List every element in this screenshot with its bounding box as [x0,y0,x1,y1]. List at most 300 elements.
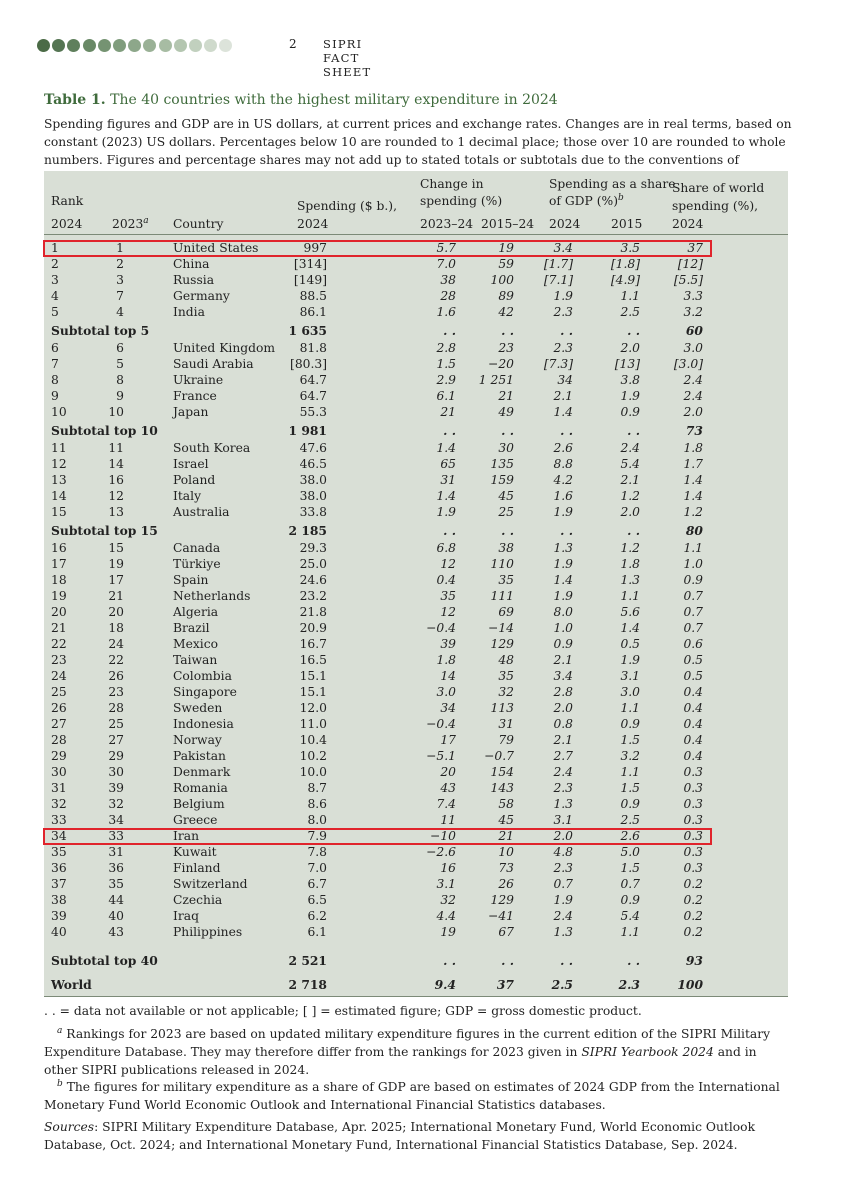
country-cell: Sweden [173,701,223,715]
country-cell: Saudi Arabia [173,357,254,371]
change-2015-24-cell: 31 [498,717,514,731]
row-label: Subtotal top 40 [51,953,158,968]
gdp-share-2015-cell: 0.9 [620,893,640,907]
table-label: Table 1. [44,92,106,108]
country-cell: South Korea [173,441,251,455]
decorative-dot [204,39,217,52]
change-2023-24-cell: 21 [440,405,456,419]
change-2023-24-cell: 1.5 [436,357,456,371]
subtotal-row [44,523,788,538]
rank-2023-cell: 11 [108,441,124,455]
gdp-share-2015-cell: . . [627,953,640,968]
change-2023-24-cell: 3.0 [436,685,456,699]
change-2023-24-cell: −0.4 [426,717,456,731]
gdp-share-2024-cell: 2.4 [553,765,573,779]
rank-2023-cell: 40 [108,909,124,923]
gdp-share-2015-cell: 1.1 [620,589,640,603]
spending-cell: 8.0 [307,813,327,827]
gdp-share-2024-cell: 3.1 [553,813,573,827]
table-row [44,749,788,764]
world-share-cell: 2.0 [683,405,703,419]
gdp-2024-header: 2024 [549,217,581,231]
change-2023-24-cell: 39 [440,637,456,651]
spending-cell: 1 635 [288,323,327,338]
row-label: Subtotal top 5 [51,323,150,338]
change-2015-24-cell: 32 [498,685,514,699]
gdp-header-line1: Spending as a share [549,177,676,191]
gdp-share-2024-cell: 2.3 [553,305,573,319]
rank-2024-cell: 37 [51,877,67,891]
footnote-b: $^b$ The figures for military expenditure as a share of GDP are based on estimates of 2024 GDP from the International Monetary Fund World Economic Outlook and International Financial Statistics databases. [44,1078,780,1112]
world-share-cell: [3.0] [673,357,703,371]
change-2023-24-cell: −2.6 [426,845,456,859]
world-share-cell: 0.4 [683,685,703,699]
rank-2023-cell: 31 [108,845,124,859]
gdp-share-2024-cell: 0.7 [553,877,573,891]
spending-cell: 46.5 [299,457,327,471]
gdp-share-2024-cell: 34 [557,373,573,387]
spending-cell: 24.6 [299,573,327,587]
gdp-share-2015-cell: 2.4 [620,441,640,455]
country-cell: Japan [173,405,209,419]
change-2015-24-cell: . . [501,523,514,538]
change-2015-24-cell: 26 [498,877,514,891]
table-row [44,781,788,796]
decorative-dot [52,39,65,52]
world-row [44,977,788,992]
change-2023-24-cell: 2.9 [436,373,456,387]
change-2015-24-cell: 10 [498,845,514,859]
table-intro: Spending figures and GDP are in US dollars, at current prices and exchange rates. Changes are in real terms, based on constant (2023) US dollars. Percentages below 10 are rounded to 1 decimal place; those over 10 are rounded to whole numbers. Figures and percentage shares may not add up to stated totals or subtotals due to the conventions of [44,117,792,167]
spending-cell: 6.2 [307,909,327,923]
gdp-share-2024-cell: 2.1 [553,733,573,747]
gdp-share-2024-cell: 8.8 [553,457,573,471]
spending-cell: 11.0 [299,717,327,731]
change-2015-24-cell: 45 [498,813,514,827]
change-2023-24-cell: 0.4 [436,573,456,587]
table-row [44,273,788,288]
spending-cell: 8.7 [307,781,327,795]
table-row [44,357,788,372]
change-2023-24-cell: . . [443,523,456,538]
world-share-cell: 0.3 [683,781,703,795]
footer-rule [44,996,788,997]
table-row [44,557,788,572]
change-2023-24-cell: . . [443,953,456,968]
rank-2024-cell: 35 [51,845,67,859]
country-cell: Mexico [173,637,219,651]
table-row [44,289,788,304]
world-share-cell: 3.0 [683,341,703,355]
change-2015-24-cell: 100 [490,273,514,287]
rank-2024-cell: 21 [51,621,67,635]
world-share-header-line3: 2024 [672,217,704,231]
change-2015-24-cell: 35 [498,669,514,683]
gdp-share-2024-cell: 0.8 [553,717,573,731]
rank-2023-cell: 25 [108,717,124,731]
gdp-share-2024-cell: 3.4 [553,669,573,683]
change-2015-24-cell: 154 [490,765,514,779]
spending-cell: 6.5 [307,893,327,907]
table-row [44,765,788,780]
world-share-cell: 60 [685,323,703,338]
change-2023-24-cell: 1.9 [436,505,456,519]
gdp-share-2024-cell: 1.4 [553,573,573,587]
spending-cell: 10.2 [299,749,327,763]
country-cell: Algeria [173,605,219,619]
gdp-share-2015-cell: 2.5 [620,305,640,319]
gdp-share-2015-cell: . . [627,523,640,538]
change-2015-24-cell: 48 [498,653,514,667]
rank-2024-cell: 20 [51,605,67,619]
rank-2023-cell: 15 [108,541,124,555]
world-share-cell: 0.3 [683,829,703,843]
world-share-cell: 0.7 [683,589,703,603]
country-cell: Israel [173,457,209,471]
spending-cell: 12.0 [299,701,327,715]
spending-cell: 7.9 [307,829,327,843]
change-2023-24-cell: 1.8 [436,653,456,667]
gdp-2015-header: 2015 [611,217,643,231]
gdp-share-2015-cell: 5.6 [620,605,640,619]
gdp-share-2015-cell: 2.6 [620,829,640,843]
gdp-share-2015-cell: 2.0 [620,505,640,519]
gdp-share-2015-cell: 2.5 [620,813,640,827]
header-rule [44,234,788,235]
gdp-share-2015-cell: 1.1 [620,289,640,303]
spending-cell: 29.3 [299,541,327,555]
table-row [44,489,788,504]
gdp-share-2024-cell: 2.6 [553,441,573,455]
rank-2024-cell: 38 [51,893,67,907]
change-2015-24-cell: 159 [490,473,514,487]
world-share-cell: 0.7 [683,621,703,635]
gdp-share-2024-cell: 0.9 [553,637,573,651]
change-2015-24-cell: 38 [498,541,514,555]
gdp-share-2024-cell: 4.2 [553,473,573,487]
country-cell: Poland [173,473,216,487]
gdp-share-2015-cell: 1.9 [620,389,640,403]
table-row [44,813,788,828]
decorative-dot [143,39,156,52]
rank-2024-cell: 8 [51,373,59,387]
change-2015-24-cell: 30 [498,441,514,455]
world-share-cell: 73 [685,423,703,438]
table-row [44,845,788,860]
rank-2023-cell: 21 [108,589,124,603]
table-row [44,505,788,520]
spending-cell: 6.1 [307,925,327,939]
table-row [44,341,788,356]
gdp-header-line2: of GDP (%)$^b$ [549,192,624,208]
decorative-dot [159,39,172,52]
world-share-cell: 37 [687,241,703,255]
change-2015-24-cell: 69 [498,605,514,619]
subtotal-row [44,323,788,338]
gdp-share-2024-cell: 2.1 [553,389,573,403]
gdp-share-2024-cell: 2.0 [553,701,573,715]
change-2015-24-cell: . . [501,323,514,338]
world-share-cell: 1.8 [683,441,703,455]
gdp-share-2015-cell: 2.1 [620,473,640,487]
rank-2024-cell: 28 [51,733,67,747]
gdp-share-2024-cell: 1.3 [553,541,573,555]
change-2015-24-cell: 1 251 [478,373,514,387]
country-cell: Philippines [173,925,243,939]
change-2015-24-cell: 21 [498,389,514,403]
change-2023-24-cell: 1.6 [436,305,456,319]
world-share-header-line2: spending (%), [672,199,759,213]
footnote-a: $^a$ Rankings for 2023 are based on updated military expenditure figures in the current edition of the SIPRI Military Expenditure Database. They may therefore differ from the rankings for 2023 given in SIPRI Yearbook 2024 and in other SIPRI publications released in 2024. [44,1025,771,1077]
rank-2024-cell: 10 [51,405,67,419]
gdp-share-2024-cell: 1.9 [553,893,573,907]
gdp-share-2015-cell: 1.1 [620,701,640,715]
table-row [44,389,788,404]
table-row [44,877,788,892]
spending-header-line2: 2024 [297,217,329,231]
gdp-share-2024-cell: 2.5 [551,977,573,992]
table-row [44,701,788,716]
change-2023-24-cell: −5.1 [426,749,456,763]
country-cell: United States [173,241,259,255]
gdp-share-2015-cell: 1.2 [620,489,640,503]
spending-cell: 55.3 [299,405,327,419]
change-2015-24-cell: −0.7 [484,749,514,763]
world-share-cell: 0.4 [683,701,703,715]
table-row [44,473,788,488]
table-row [44,605,788,620]
world-share-cell: 0.2 [683,925,703,939]
rank-2024-cell: 11 [51,441,67,455]
spending-cell: 33.8 [299,505,327,519]
row-highlight-box [43,240,712,257]
spending-cell: 25.0 [299,557,327,571]
rank-2023-cell: 10 [108,405,124,419]
world-share-cell: 0.3 [683,765,703,779]
gdp-share-2015-cell: . . [627,323,640,338]
rank-2024-cell: 13 [51,473,67,487]
rank-2023-cell: 20 [108,605,124,619]
change-2015-24-cell: −41 [488,909,514,923]
gdp-share-2024-cell: [1.7] [543,257,573,271]
decorative-dot [83,39,96,52]
gdp-share-2024-cell: . . [560,423,573,438]
country-cell: Iran [173,829,199,843]
table-row [44,573,788,588]
gdp-share-2024-cell: 2.3 [553,341,573,355]
country-cell: Denmark [173,765,231,779]
table-row [44,925,788,940]
gdp-share-2015-cell: 1.1 [620,765,640,779]
rank-2023-cell: 13 [108,505,124,519]
gdp-share-2024-cell: . . [560,323,573,338]
spending-cell: 8.6 [307,797,327,811]
country-cell: Spain [173,573,209,587]
gdp-share-2015-cell: 1.4 [620,621,640,635]
table-row [44,829,788,844]
gdp-share-2024-cell: 2.8 [553,685,573,699]
gdp-share-2024-cell: 2.0 [553,829,573,843]
gdp-share-2024-cell: 1.3 [553,797,573,811]
rank-2023-cell: 33 [108,829,124,843]
spending-cell: 20.9 [299,621,327,635]
spending-cell: 1 981 [288,423,327,438]
gdp-share-2015-cell: 1.3 [620,573,640,587]
gdp-share-2015-cell: 1.1 [620,925,640,939]
rank-2023-cell: 27 [108,733,124,747]
rank-2024-cell: 6 [51,341,59,355]
rank-2024-cell: 26 [51,701,67,715]
spending-cell: 7.0 [307,861,327,875]
spending-cell: 6.7 [307,877,327,891]
change-2023-24-cell: 28 [440,289,456,303]
table-row [44,733,788,748]
change-2015-24-cell: . . [501,423,514,438]
change-2023-24-cell: . . [443,323,456,338]
spending-cell: 81.8 [299,341,327,355]
change-2023-24-cell: −0.4 [426,621,456,635]
gdp-share-2015-cell: 0.7 [620,877,640,891]
rank-2023-cell: 39 [108,781,124,795]
rank-2023-cell: 8 [116,373,124,387]
rank-2024-cell: 17 [51,557,67,571]
change-2015-24-cell: 45 [498,489,514,503]
gdp-share-2015-cell: 2.0 [620,341,640,355]
change-2023-24-cell: 12 [440,605,456,619]
change-2023-24-cell: −10 [430,829,456,843]
page-number: 2 [289,37,297,51]
rank-2023-cell: 28 [108,701,124,715]
gdp-share-2024-cell: 3.4 [553,241,573,255]
spending-cell: [314] [293,257,327,271]
gdp-share-2015-cell: 3.2 [620,749,640,763]
gdp-share-2024-cell: 1.9 [553,589,573,603]
change-2015-24-cell: 113 [490,701,514,715]
rank-2023-cell: 32 [108,797,124,811]
row-label: World [51,977,92,992]
table-row [44,797,788,812]
change-2015-24-cell: 67 [498,925,514,939]
world-share-cell: 1.4 [683,489,703,503]
gdp-share-2015-cell: 3.1 [620,669,640,683]
rank-2023-cell: 24 [108,637,124,651]
change-2015-24-cell: 25 [498,505,514,519]
spending-cell: 7.8 [307,845,327,859]
world-share-cell: 2.4 [683,373,703,387]
change-2023-24-header: 2023–24 [420,217,474,231]
change-2023-24-cell: 1.4 [436,441,456,455]
country-cell: Norway [173,733,222,747]
rank-2023-cell: 23 [108,685,124,699]
decorative-dot [189,39,202,52]
spending-cell: 10.4 [299,733,327,747]
country-cell: Pakistan [173,749,226,763]
world-share-cell: 0.4 [683,717,703,731]
rank-2023-cell: 19 [108,557,124,571]
country-header: Country [173,217,224,231]
table-row [44,405,788,420]
gdp-share-2015-cell: . . [627,423,640,438]
running-title: SIPRI FACT SHEET [323,37,372,79]
world-share-cell: 3.3 [683,289,703,303]
spending-cell: 38.0 [299,473,327,487]
world-share-cell: 0.2 [683,877,703,891]
rank-2024-cell: 15 [51,505,67,519]
rank-2024-cell: 3 [51,273,59,287]
change-2023-24-cell: 3.1 [436,877,456,891]
rank-2024-cell: 2 [51,257,59,271]
spending-cell: 16.5 [299,653,327,667]
gdp-share-2024-cell: 2.3 [553,781,573,795]
country-cell: Italy [173,489,202,503]
spending-header-line1: Spending ($ b.), [297,199,398,213]
gdp-share-2024-cell: 1.9 [553,557,573,571]
rank-2023-header: 2023$^a$ [112,215,149,231]
table-row [44,621,788,636]
world-share-cell: 0.6 [683,637,703,651]
rank-2024-cell: 14 [51,489,67,503]
rank-2024-header: 2024 [51,217,83,231]
rank-2023-cell: 26 [108,669,124,683]
table-row [44,861,788,876]
gdp-share-2024-cell: [7.3] [543,357,573,371]
table-legend: . . = data not available or not applicable; [ ] = estimated figure; GDP = gross domestic product. [44,1004,642,1018]
table-row [44,541,788,556]
country-cell: Romania [173,781,228,795]
change-header-line2: spending (%) [420,194,503,208]
country-cell: Iraq [173,909,199,923]
country-cell: Greece [173,813,218,827]
world-share-cell: 0.4 [683,733,703,747]
table-row [44,373,788,388]
change-2015-24-cell: 35 [498,573,514,587]
table-row [44,257,788,272]
change-2023-24-cell: 65 [440,457,456,471]
change-2023-24-cell: 5.7 [436,241,456,255]
world-share-cell: 80 [685,523,703,538]
gdp-share-2024-cell: [7.1] [543,273,573,287]
decorative-dot [37,39,50,52]
change-2015-24-cell: 42 [498,305,514,319]
spending-cell: 997 [303,241,327,255]
world-share-cell: 0.3 [683,861,703,875]
gdp-share-2024-cell: 4.8 [553,845,573,859]
gdp-share-2024-cell: 2.3 [553,861,573,875]
country-cell: Brazil [173,621,210,635]
gdp-share-2015-cell: 1.5 [620,733,640,747]
row-label: Subtotal top 15 [51,523,158,538]
table-row [44,909,788,924]
table-title [44,92,558,108]
change-2015-24-cell: 73 [498,861,514,875]
sources-note: Sources: SIPRI Military Expenditure Database, Apr. 2025; International Monetary Fund, World Economic Outlook Database, Oct. 2024; and International Monetary Fund, International Financial Statistics Database, Sep. 2024. [44,1120,756,1152]
world-share-cell: 1.7 [683,457,703,471]
rank-2023-cell: 22 [108,653,124,667]
decorative-dot [113,39,126,52]
country-cell: Indonesia [173,717,234,731]
change-2015-24-cell: 135 [490,457,514,471]
change-2023-24-cell: 7.0 [436,257,456,271]
change-2015-24-cell: 58 [498,797,514,811]
gdp-share-2015-cell: 5.0 [620,845,640,859]
rank-2024-cell: 36 [51,861,67,875]
world-share-cell: 0.5 [683,669,703,683]
world-share-header-line1: Share of world [672,181,765,195]
gdp-share-2015-cell: [13] [614,357,640,371]
table-title-text: The 40 countries with the highest military expenditure in 2024 [110,92,558,108]
change-2015-24-cell: 59 [498,257,514,271]
rank-2023-cell: 44 [108,893,124,907]
